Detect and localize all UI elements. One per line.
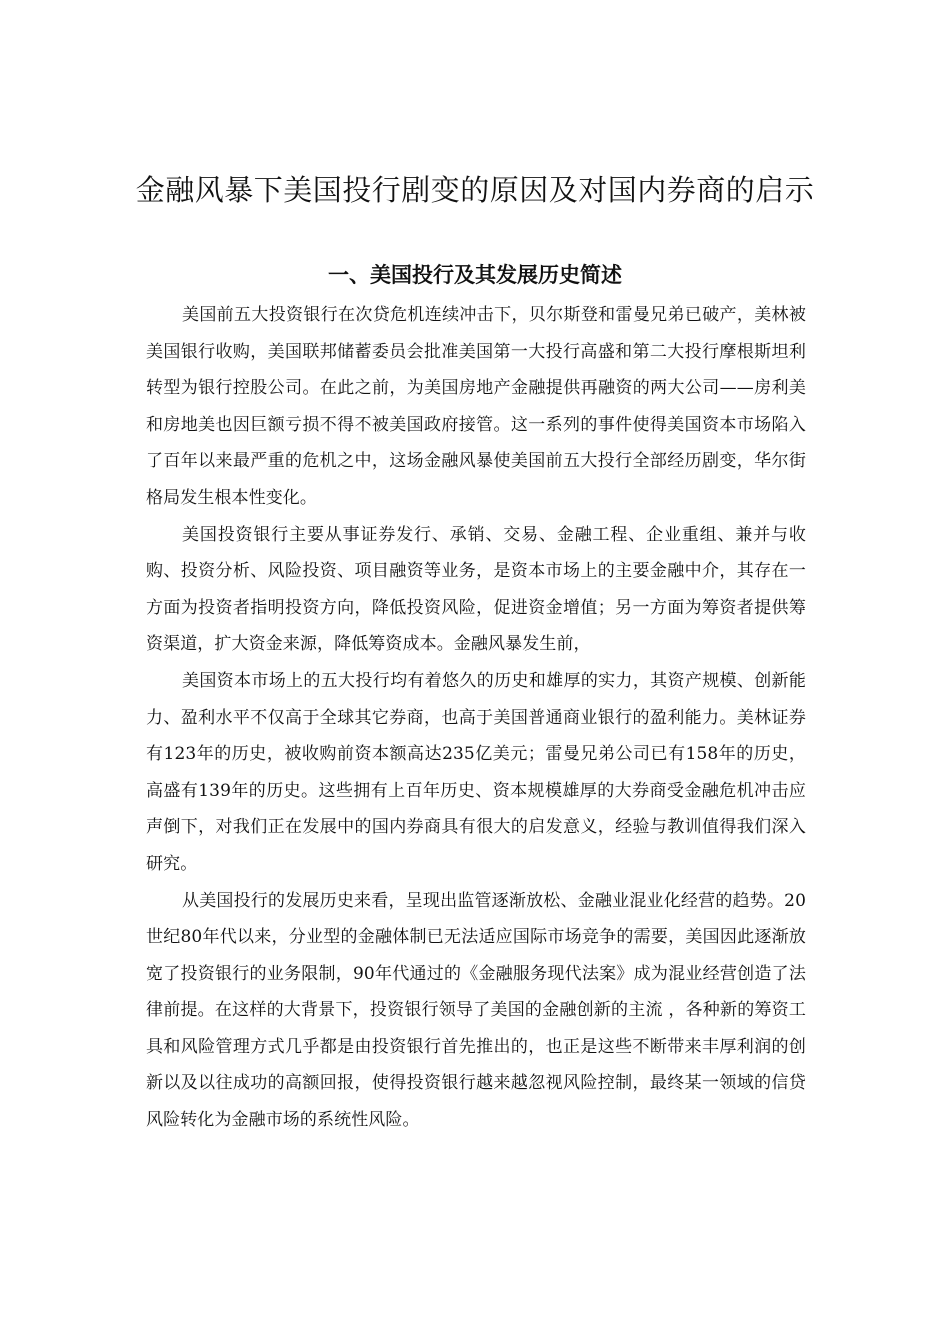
document-title: 金融风暴下美国投行剧变的原因及对国内券商的启示: [135, 173, 815, 207]
paragraph-4: 从美国投行的发展历史来看，呈现出监管逐渐放松、金融业混业化经营的趋势。20世纪80年代以来，分业型的金融体制已无法适应国际市场竞争的需要，美国因此逐渐放宽了投资银行的业务限制，90年代通过的《金融服务现代法案》成为混业经营创造了法律前提。在这样的大背景下，投资银行领导了美国的金融创新的主流 ，各种新的筹资工具和风险管理方式几乎都是由投资银行首先推出的，也正是这些不断带来丰厚利润的创新以及以往成功的高额回报，使得投资银行越来越忽视风险控制，最终某一领域的信贷风险转化为金融市场的系统性风险。: [146, 890, 806, 1131]
paragraph-3: 美国资本市场上的五大投行均有着悠久的历史和雄厚的实力，其资产规模、创新能力、盈利水平不仅高于全球其它券商，也高于美国普通商业银行的盈利能力。美林证券有123年的历史，被收购前资本额高达235亿美元；雷曼兄弟公司已有158年的历史，高盛有139年的历史。这些拥有上百年历史、资本规模雄厚的大券商受金融危机冲击应声倒下，对我们正在发展中的国内券商具有很大的启发意义，经验与教训值得我们深入研究。: [146, 670, 806, 874]
section-heading: 一、美国投行及其发展历史简述: [328, 263, 622, 287]
document-body: [146, 297, 806, 1139]
paragraph-1: 美国前五大投资银行在次贷危机连续冲击下，贝尔斯登和雷曼兄弟已破产，美林被美国银行收购，美国联邦储蓄委员会批准美国第一大投行高盛和第二大投行摩根斯坦利转型为银行控股公司。在此之前，为美国房地产金融提供再融资的两大公司——房利美和房地美也因巨额亏损不得不被美国政府接管。这一系列的事件使得美国资本市场陷入了百年以来最严重的危机之中，这场金融风暴使美国前五大投行全部经历剧变，华尔街格局发生根本性变化。: [146, 305, 806, 508]
paragraph-2: 美国投资银行主要从事证券发行、承销、交易、金融工程、企业重组、兼并与收购、投资分析、风险投资、项目融资等业务，是资本市场上的主要金融中介，其存在一方面为投资者指明投资方向，降低投资风险，促进资金增值；另一方面为筹资者提供筹资渠道，扩大资金来源，降低筹资成本。金融风暴发生前，: [146, 524, 806, 655]
